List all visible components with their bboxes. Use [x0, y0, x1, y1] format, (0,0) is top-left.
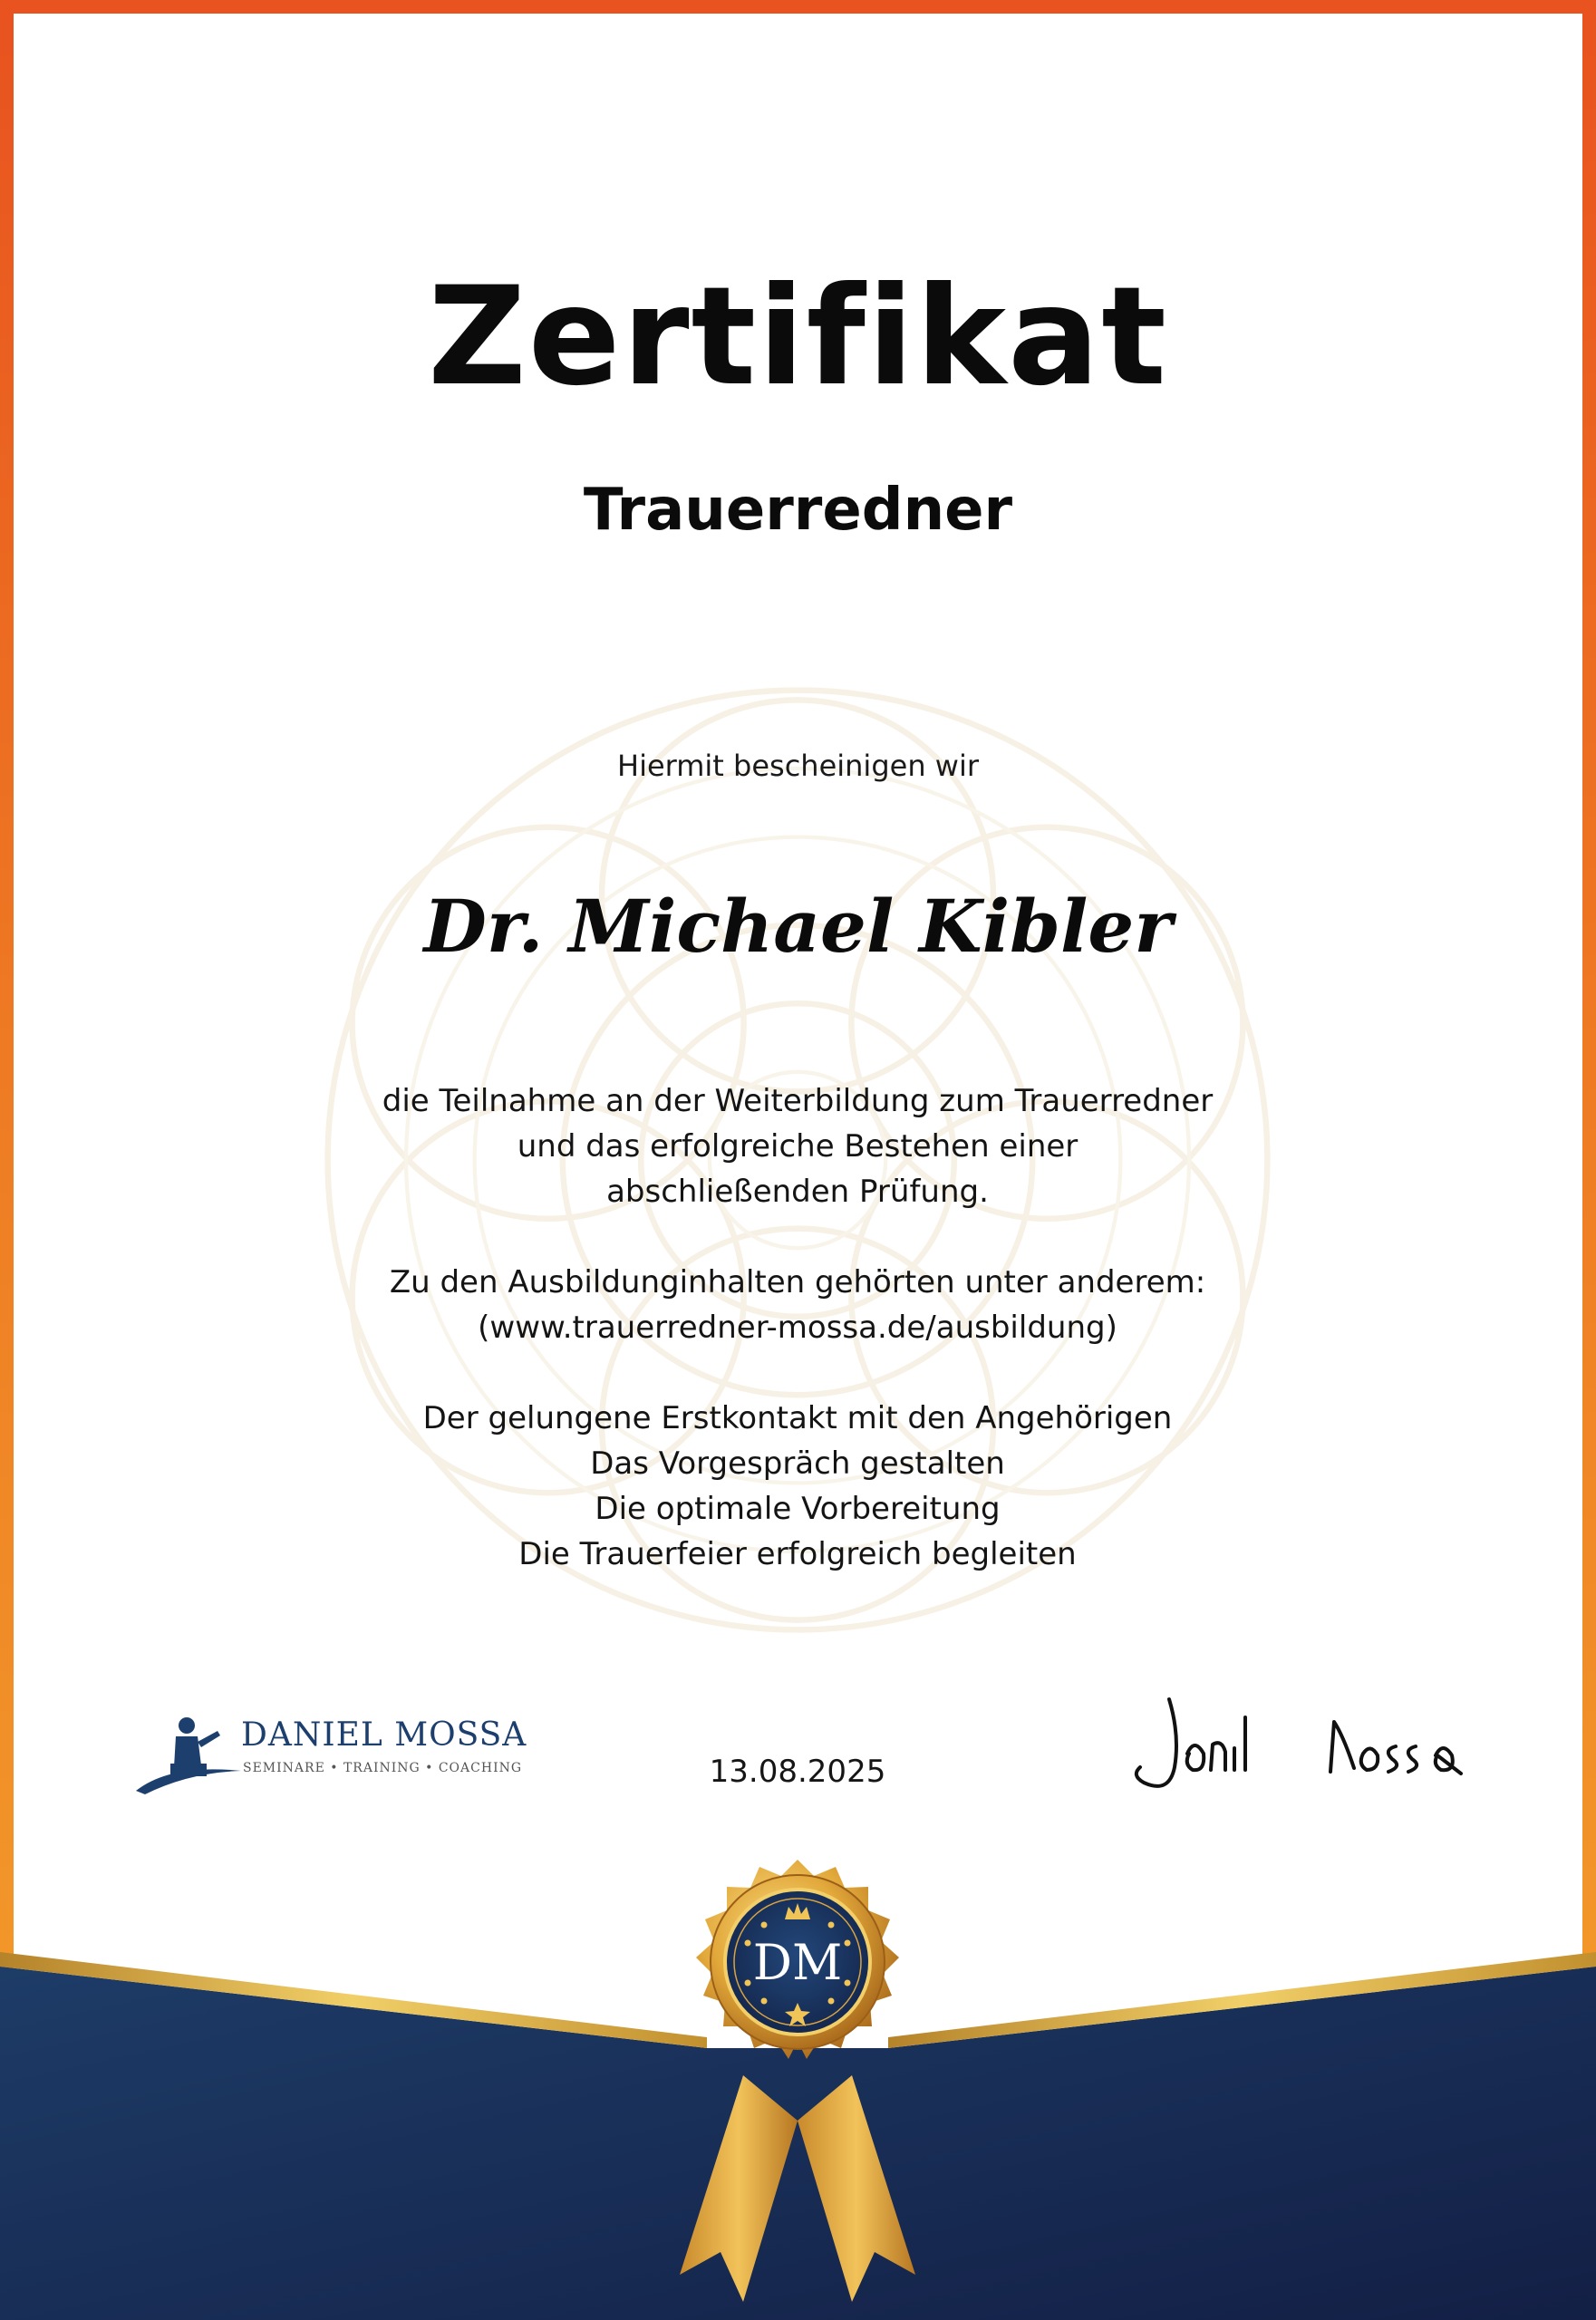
daniel-mossa-logo [134, 1711, 527, 1802]
seal-initials: DM [752, 1934, 843, 1991]
spacer [344, 1350, 1251, 1396]
contents-item: Das Vorgespräch gestalten [590, 1445, 1005, 1482]
contents-item: Die Trauerfeier erfolgreich begleiten [518, 1536, 1077, 1572]
recipient-name: Dr. Michael Kibler [423, 884, 1173, 969]
body-line: und das erfolgreiche Bestehen einer [517, 1128, 1079, 1165]
contents-item: Die optimale Vorbereitung [595, 1491, 1001, 1527]
gold-seal [634, 1849, 961, 2320]
contents-url: (www.trauerredner-mossa.de/ausbildung) [478, 1310, 1117, 1346]
certificate-date: 13.08.2025 [709, 1754, 886, 1790]
certificate-body [344, 1078, 1251, 1577]
certificate-intro: Hiermit bescheinigen wir [617, 749, 979, 783]
contents-intro-line: Zu den Ausbildunginhalten gehörten unter anderem: [389, 1264, 1206, 1300]
body-line: abschließenden Prüfung. [606, 1174, 989, 1210]
contents-item: Der gelungene Erstkontakt mit den Angehörigen [422, 1400, 1173, 1436]
signature [1124, 1681, 1477, 1808]
spacer [344, 1214, 1251, 1260]
body-line: die Teilnahme an der Weiterbildung zum Trauerredner [382, 1083, 1214, 1119]
certificate-title: Zertifikat [428, 258, 1168, 416]
logo-name: DANIEL MOSSA [241, 1716, 527, 1754]
certificate-subtitle: Trauerredner [583, 477, 1013, 544]
ribbon-left [680, 2075, 798, 2302]
logo-tagline: SEMINARE • TRAINING • COACHING [243, 1761, 523, 1775]
ribbon-right [798, 2075, 915, 2302]
speaker-icon [134, 1711, 243, 1802]
